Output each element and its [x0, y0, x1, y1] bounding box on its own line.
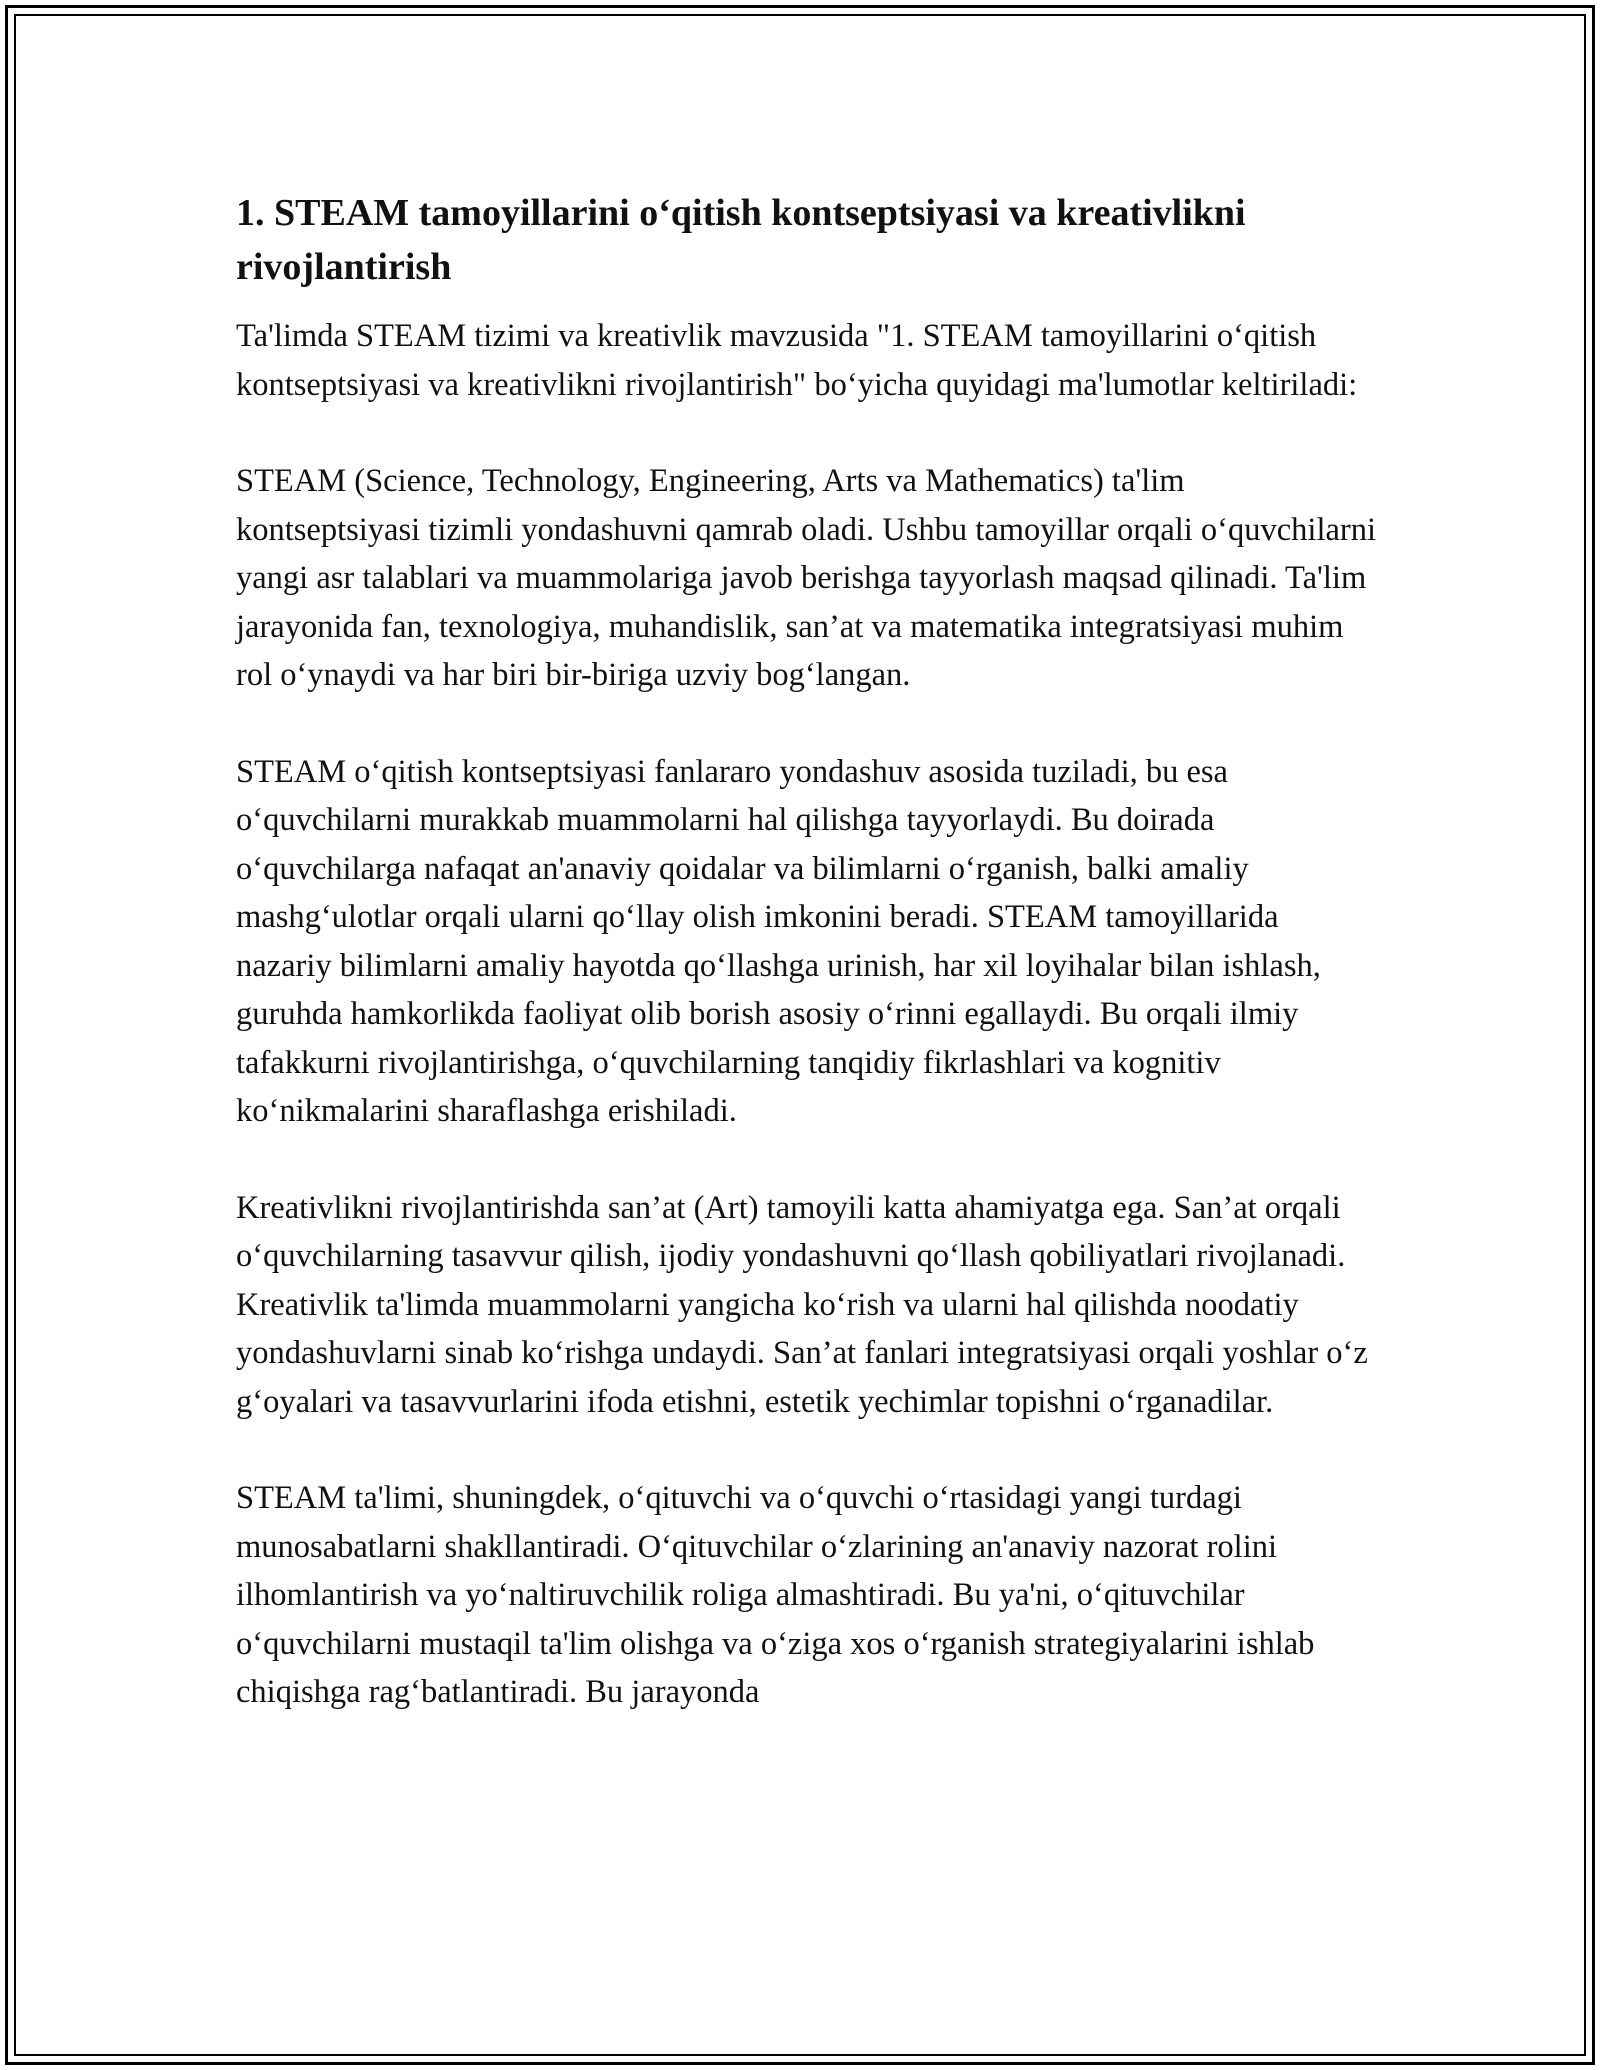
paragraph-teacher-student: STEAM ta'limi, shuningdek, o‘qituvchi va o‘quvchi o‘rtasidagi yangi turdagi munosabatlarni shakllantiradi. O‘qituvchilar o‘zlarining an'anaviy nazorat rolini ilhomlantirish va yo‘naltiruvchilik roliga almashtiradi. Bu ya'ni, o‘qituvchilar o‘quvchilarni mustaqil ta'lim olishga va o‘ziga xos o‘rganish strategiyalarini ishlab chiqishga rag‘batlantiradi. Bu jarayonda — [236, 1480, 1315, 1710]
paragraph-steam-teaching: STEAM o‘qitish kontseptsiyasi fanlararo yondashuv asosida tuziladi, bu esa o‘quvchilarni murakkab muammolarni hal qilishga tayyorlaydi. Bu doirada o‘quvchilarga nafaqat an'anaviy qoidalar va bilimlarni o‘rganish, balki amaliy mashg‘ulotlar orqali ularni qo‘llay olish imkonini beradi. STEAM tamoyillarida nazariy bilimlarni amaliy hayotda qo‘llashga urinish, har xil loyihalar bilan ishlash, guruhda hamkorlikda faoliyat olib borish asosiy o‘rinni egallaydi. Bu orqali ilmiy tafakkurni rivojlantirishga, o‘quvchilarning tanqidiy fikrlashlari va kognitiv ko‘nikmalarini sharaflashga erishiladi. — [236, 753, 1321, 1129]
document-title: 1. STEAM tamoyillarini o‘qitish kontseptsiyasi va kreativlikni rivojlantirish — [236, 192, 1246, 288]
paragraph-creativity: Kreativlikni rivojlantirishda san’at (Art) tamoyili katta ahamiyatga ega. San’at orqali o‘quvchilarning tasavvur qilish, ijodiy yondashuvni qo‘llash qobiliyatlari rivojlanadi. Kreativlik ta'limda muammolarni yangicha ko‘rish va ularni hal qilishda noodatiy yondashuvlarni sinab ko‘rishga undaydi. San’at fanlari integratsiyasi orqali yoshlar o‘z g‘oyalari va tasavvurlarini ifoda etishni, estetik yechimlar topishni o‘rganadilar. — [236, 1189, 1368, 1420]
paragraph-intro: Ta'limda STEAM tizimi va kreativlik mavzusida "1. STEAM tamoyillarini o‘qitish kontseptsiyasi va kreativlikni rivojlantirish" bo‘yicha quyidagi ma'lumotlar keltiriladi: — [236, 318, 1358, 403]
paragraph-steam-definition: STEAM (Science, Technology, Engineering, Arts va Mathematics) ta'lim kontseptsiyasi tizimli yondashuvni qamrab oladi. Ushbu tamoyillar orqali o‘quvchilarni yangi asr talablari va muammolariga javob berishga tayyorlash maqsad qilinadi. Ta'lim jarayonida fan, texnologiya, muhandislik, san’at va matematika integratsiyasi muhim rol o‘ynaydi va har biri bir-biriga uzviy bog‘langan. — [236, 463, 1377, 693]
document-body — [236, 186, 1376, 1717]
